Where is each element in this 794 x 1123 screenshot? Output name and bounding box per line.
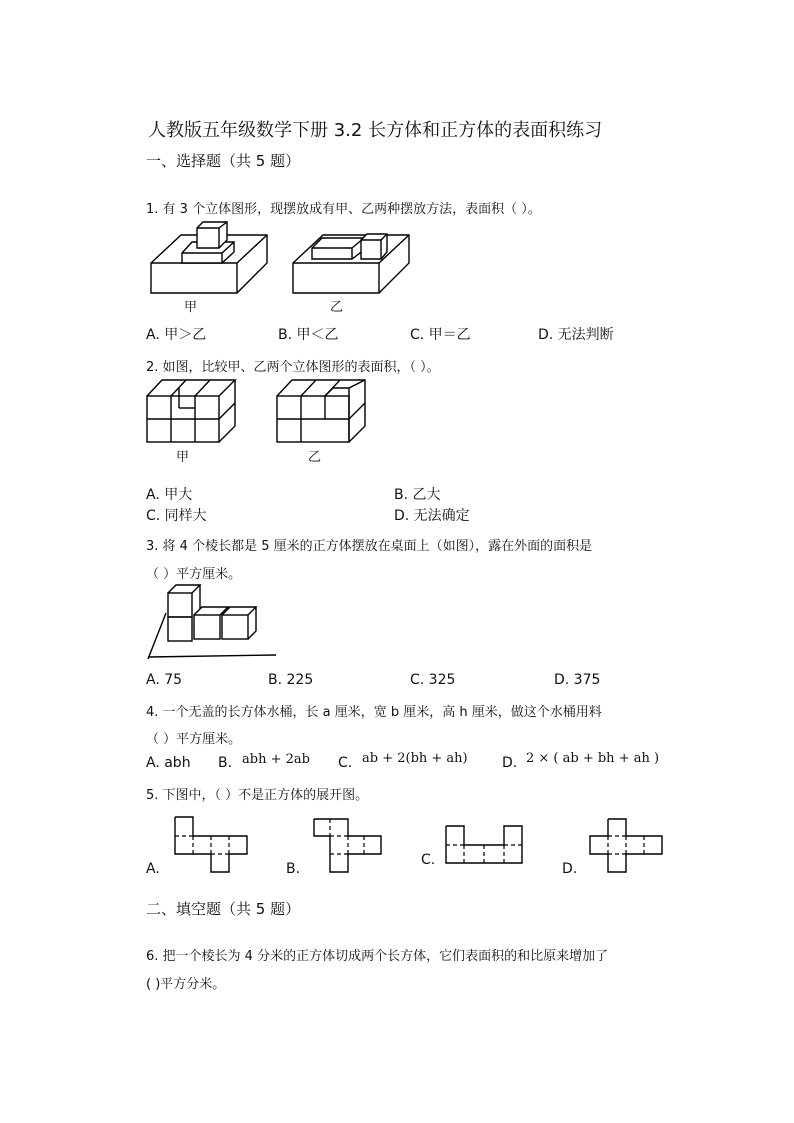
q5-option-c[interactable]: C. bbox=[421, 852, 436, 868]
q5-option-a[interactable]: A. bbox=[146, 861, 160, 877]
q4-formula-c: ab + 2(bh + ah) bbox=[362, 751, 468, 766]
q3-figure-cubes bbox=[146, 583, 280, 663]
question-4-stem-line2: （ ）平方厘米。 bbox=[146, 732, 242, 747]
q2-option-b[interactable]: B. 乙大 bbox=[394, 487, 441, 503]
q4-formula-d: 2 × ( ab + bh + ah ) bbox=[526, 751, 660, 766]
question-3-stem-line1: 3. 将 4 个棱长都是 5 厘米的正方体摆放在桌面上（如图），露在外面的面积是 bbox=[146, 539, 593, 554]
section-header-choice: 一、选择题（共 5 题） bbox=[146, 152, 301, 170]
q3-option-d[interactable]: D. 375 bbox=[554, 672, 601, 688]
question-3-stem-line2: （ ）平方厘米。 bbox=[146, 567, 242, 582]
question-6-stem-line2: ( )平方分米。 bbox=[146, 977, 226, 992]
q4-formula-b: abh + 2ab bbox=[242, 752, 310, 767]
q5-option-b[interactable]: B. bbox=[286, 861, 301, 877]
q2-option-a[interactable]: A. 甲大 bbox=[146, 487, 193, 503]
question-2-stem: 2. 如图，比较甲、乙两个立体图形的表面积，（ ）。 bbox=[146, 360, 440, 375]
q5-net-c bbox=[445, 825, 525, 865]
q1-figure-jia bbox=[150, 218, 270, 298]
q5-net-b bbox=[313, 818, 383, 874]
q2-figure-jia bbox=[146, 378, 238, 444]
page-title: 人教版五年级数学下册 3.2 长方体和正方体的表面积练习 bbox=[148, 120, 603, 141]
question-1-stem: 1. 有 3 个立体图形，现摆放成有甲、乙两种摆放方法，表面积（ ）。 bbox=[146, 202, 541, 217]
q4-option-b[interactable]: B. bbox=[218, 755, 233, 771]
question-6-stem-line1: 6. 把一个棱长为 4 分米的正方体切成两个长方体，它们表面积的和比原来增加了 bbox=[146, 949, 609, 964]
q1-label-yi: 乙 bbox=[330, 300, 344, 315]
q2-figure-yi bbox=[276, 378, 368, 444]
q3-option-a[interactable]: A. 75 bbox=[146, 672, 183, 688]
question-5-stem: 5. 下图中，（ ）不是正方体的展开图。 bbox=[146, 788, 369, 803]
q1-option-d[interactable]: D. 无法判断 bbox=[538, 327, 614, 343]
q1-option-a[interactable]: A. 甲＞乙 bbox=[146, 327, 207, 343]
section-header-fill: 二、填空题（共 5 题） bbox=[146, 900, 301, 918]
q1-label-jia: 甲 bbox=[184, 300, 198, 315]
q5-option-d[interactable]: D. bbox=[562, 861, 578, 877]
q4-option-d[interactable]: D. bbox=[502, 755, 518, 771]
q4-option-a[interactable]: A. abh bbox=[146, 755, 191, 771]
q2-label-jia: 甲 bbox=[176, 450, 190, 465]
q1-option-c[interactable]: C. 甲＝乙 bbox=[410, 327, 471, 343]
q2-option-d[interactable]: D. 无法确定 bbox=[394, 508, 470, 524]
q2-label-yi: 乙 bbox=[308, 450, 322, 465]
q1-option-b[interactable]: B. 甲＜乙 bbox=[278, 327, 339, 343]
q1-figure-yi bbox=[292, 228, 412, 298]
q5-net-a bbox=[174, 816, 250, 874]
q5-net-d bbox=[589, 818, 665, 874]
q3-option-c[interactable]: C. 325 bbox=[410, 672, 456, 688]
q2-option-c[interactable]: C. 同样大 bbox=[146, 508, 207, 524]
q4-option-c[interactable]: C. bbox=[338, 755, 353, 771]
question-4-stem-line1: 4. 一个无盖的长方体水桶，长 a 厘米，宽 b 厘米，高 h 厘米，做这个水桶用料 bbox=[146, 705, 602, 720]
q3-option-b[interactable]: B. 225 bbox=[268, 672, 314, 688]
